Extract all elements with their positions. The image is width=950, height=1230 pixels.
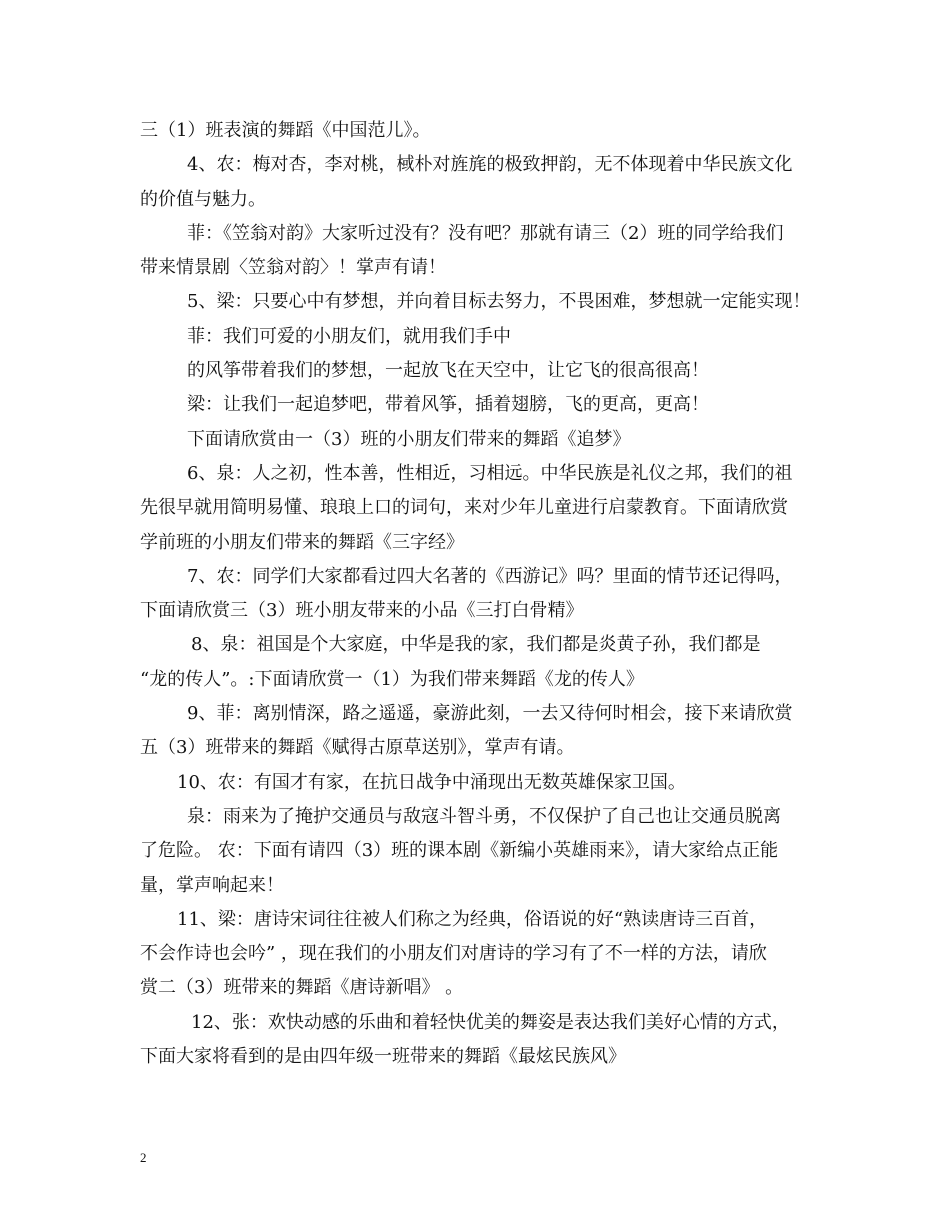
text-line: 菲：我们可爱的小朋友们，就用我们手中: [187, 325, 511, 347]
text-line: 5、梁：只要心中有梦想，并向着目标去努力，不畏困难，梦想就一定能实现！: [187, 291, 811, 313]
text-line: 五（3）班带来的舞蹈《赋得古原草送别》，掌声有请。: [140, 737, 575, 759]
text-line: 泉：雨来为了掩护交通员与敌寇斗智斗勇，不仅保护了自己也让交通员脱离: [187, 805, 781, 827]
text-line: 量，掌声响起来！: [140, 874, 284, 896]
text-line: 9、菲：离别情深，路之遥遥，豪游此刻，一去又待何时相会，接下来请欣赏: [187, 703, 793, 725]
text-line: 7、农：同学们大家都看过四大名著的《西游记》吗？里面的情节还记得吗，: [187, 565, 793, 587]
text-line: 菲：《笠翁对韵》大家听过没有？没有吧？那就有请三（2）班的同学给我们: [187, 222, 784, 244]
text-line: 的风筝带着我们的梦想，一起放飞在天空中，让它飞的很高很高！: [187, 360, 709, 382]
text-line: 11、梁：唐诗宋词往往被人们称之为经典，俗语说的好“熟读唐诗三百首，: [177, 908, 768, 930]
text-line: 了危险。 农：下面有请四（3）班的课本剧《新编小英雄雨来》，请大家给点正能: [140, 840, 779, 862]
text-line: 不会作诗也会吟” ，现在我们的小朋友们对唐诗的学习有了不一样的方法，请欣: [140, 943, 767, 965]
text-line: 梁：让我们一起追梦吧，带着风筝，插着翅膀，飞的更高，更高！: [187, 394, 709, 416]
text-line: “龙的传人”。:下面请欣赏一（1）为我们带来舞蹈《龙的传人》: [140, 668, 644, 690]
text-line: 下面请欣赏由一（3）班的小朋友们带来的舞蹈《追梦》: [187, 428, 631, 450]
text-line: 6、泉：人之初，性本善，性相近，习相远。中华民族是礼仪之邦，我们的祖: [187, 462, 793, 484]
text-line: 下面大家将看到的是由四年级一班带来的舞蹈《最炫民族风》: [140, 1046, 626, 1068]
text-line: 下面请欣赏三（3）班小朋友带来的小品《三打白骨精》: [140, 600, 584, 622]
text-line: 赏二（3）班带来的舞蹈《唐诗新唱》 。: [140, 977, 464, 999]
text-line: 学前班的小朋友们带来的舞蹈《三字经》: [140, 531, 464, 553]
text-line: 的价值与魅力。: [140, 188, 266, 210]
text-line: 三（1）班表演的舞蹈《中国范儿》。: [140, 120, 431, 141]
page-number: 2: [140, 1150, 147, 1165]
text-line: 先很早就用简明易懂、琅琅上口的词句，来对少年儿童进行启蒙教育。下面请欣赏: [140, 497, 788, 519]
text-line: 10、农：有国才有家，在抗日战争中涌现出无数英雄保家卫国。: [177, 771, 686, 793]
text-line: 带来情景剧〈笠翁对韵〉！掌声有请！: [140, 257, 446, 279]
text-line: 12、张：欢快动感的乐曲和着轻快优美的舞姿是表达我们美好心情的方式，: [191, 1011, 790, 1033]
text-line: 8、泉：祖国是个大家庭，中华是我的家，我们都是炎黄子孙，我们都是: [191, 634, 761, 656]
text-line: 4、农：梅对杏，李对桃，棫朴对旌旄的极致押韵，无不体现着中华民族文化: [187, 154, 793, 176]
body-text: [140, 114, 830, 1074]
